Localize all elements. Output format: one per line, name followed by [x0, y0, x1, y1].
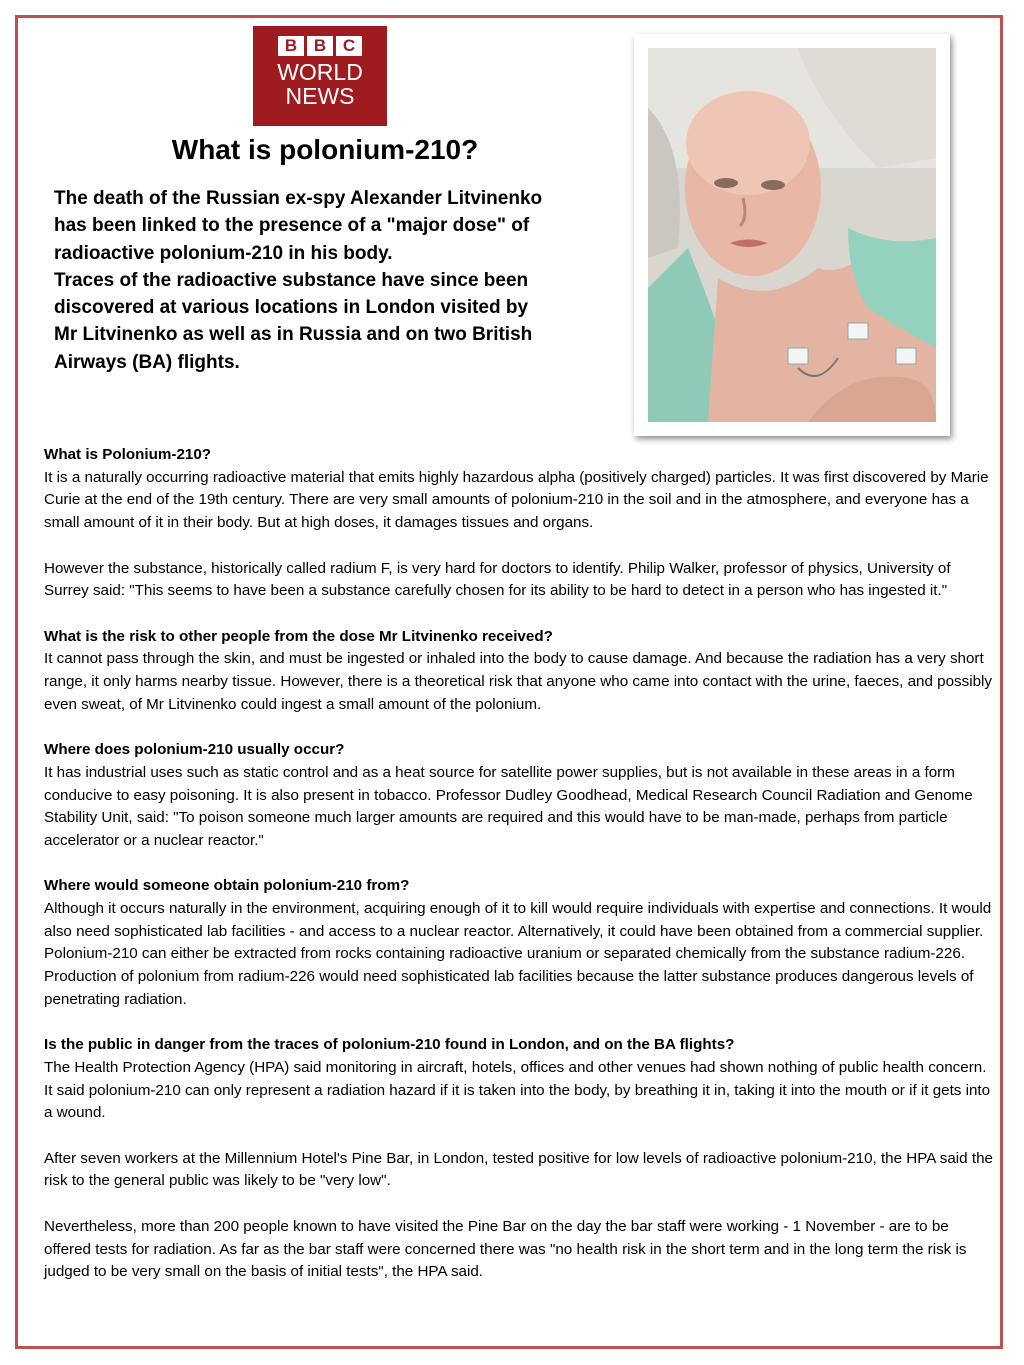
section-text: Nevertheless, more than 200 people known to have visited the Pine Bar on the day the bar staff were working - 1 November - are to be offered tests for radiation. As far as the bar staff were concerned there was "no health risk in the short term and in the long term the risk is judged to be very small on the basis of initial tests", the HPA said.: [44, 1217, 967, 1281]
section-text: After seven workers at the Millennium Hotel's Pine Bar, in London, tested positive for low levels of radioactive polonium-210, the HPA said the risk to the general public was likely to be "very low".: [44, 1149, 993, 1190]
section-heading: What is the risk to other people from the dose Mr Litvinenko received?: [44, 627, 553, 645]
logo-world: WORLD: [277, 59, 363, 85]
bbc-blocks: B B C: [253, 36, 387, 56]
section-heading: Where would someone obtain polonium-210 from?: [44, 877, 410, 895]
section-2: [44, 558, 996, 603]
section-5: [44, 875, 996, 1011]
section-text: It cannot pass through the skin, and must be ingested or inhaled into the body to cause damage. And because the radiation has a very short range, it only harms nearby tissue. However, there is a theoretical risk that anyone who came into contact with the urine, faeces, and possibly even sweat, of Mr Litvinenko could ingest a small amount of the polonium.: [44, 650, 993, 713]
section-heading: Is the public in danger from the traces of polonium-210 found in London, and on the BA flights?: [44, 1036, 735, 1054]
section-text: It has industrial uses such as static control and as a heat source for satellite power supplies, but is not available in these areas in a form conducive to easy poisoning. It is also present in tobacco. Professor Dudley Goodhead, Medical Research Council Radiation and Genome Stability Unit, said: "To poison someone much larger amounts are required and this would have to be man-made, perhaps from particle accelerator or a nuclear reactor.": [44, 763, 973, 849]
intro-paragraph-1: The death of the Russian ex-spy Alexander Litvinenko has been linked to the presence of a "major dose" of radioactive polonium-210 in his body.: [54, 188, 543, 264]
section-8: [44, 1216, 996, 1284]
section-text: However the substance, historically called radium F, is very hard for doctors to identify. Philip Walker, professor of physics, University of Surrey said: "This seems to have been a substance carefully chosen for its ability to be hard to detect in a person who has ingested it.": [44, 559, 951, 600]
section-text: Although it occurs naturally in the environment, acquiring enough of it to kill would require individuals with expertise and connections. It would also need sophisticated lab facilities - and access to a nuclear reactor. Alternatively, it could have been obtained from a commercial supplier. Polonium-210 can either be extracted from rocks containing radioactive uranium or separated chemically from the substance radium-226. Production of polonium from radium-226 would need sophisticated lab facilities because the latter substance produces dangerous levels of penetrating radiation.: [44, 900, 992, 1008]
section-1: [44, 444, 996, 535]
patient-photo: [634, 34, 950, 436]
patient-illustration: [648, 48, 936, 422]
section-7: [44, 1148, 996, 1193]
section-6: [44, 1034, 996, 1125]
article-body: [44, 444, 996, 1307]
page-title: What is polonium-210?: [171, 134, 479, 165]
section-3: [44, 626, 996, 717]
intro: [54, 185, 554, 376]
section-4: [44, 739, 996, 853]
section-text: The Health Protection Agency (HPA) said monitoring in aircraft, hotels, offices and other venues had shown nothing of public health concern. It said polonium-210 can only represent a radiation hazard if it is taken into the body, by breathing it in, taking it into the mouth or if it gets into a wound.: [44, 1058, 991, 1122]
bbc-world-news-logo: [253, 26, 387, 126]
intro-paragraph-2: Traces of the radioactive substance have since been discovered at various locations in London visited by Mr Litvinenko as well as in Russia and on two British Airways (BA) flights.: [54, 269, 533, 373]
section-text: It is a naturally occurring radioactive material that emits highly hazardous alpha (positively charged) particles. It was first discovered by Marie Curie at the end of the 19th century. There are very small amounts of polonium-210 in the soil and in the atmosphere, and everyone has a small amount of it in their body. But at high doses, it damages tissues and organs.: [44, 468, 989, 532]
section-heading: What is Polonium-210?: [44, 446, 212, 463]
logo-news: NEWS: [285, 83, 355, 109]
section-heading: Where does polonium-210 usually occur?: [44, 741, 345, 759]
